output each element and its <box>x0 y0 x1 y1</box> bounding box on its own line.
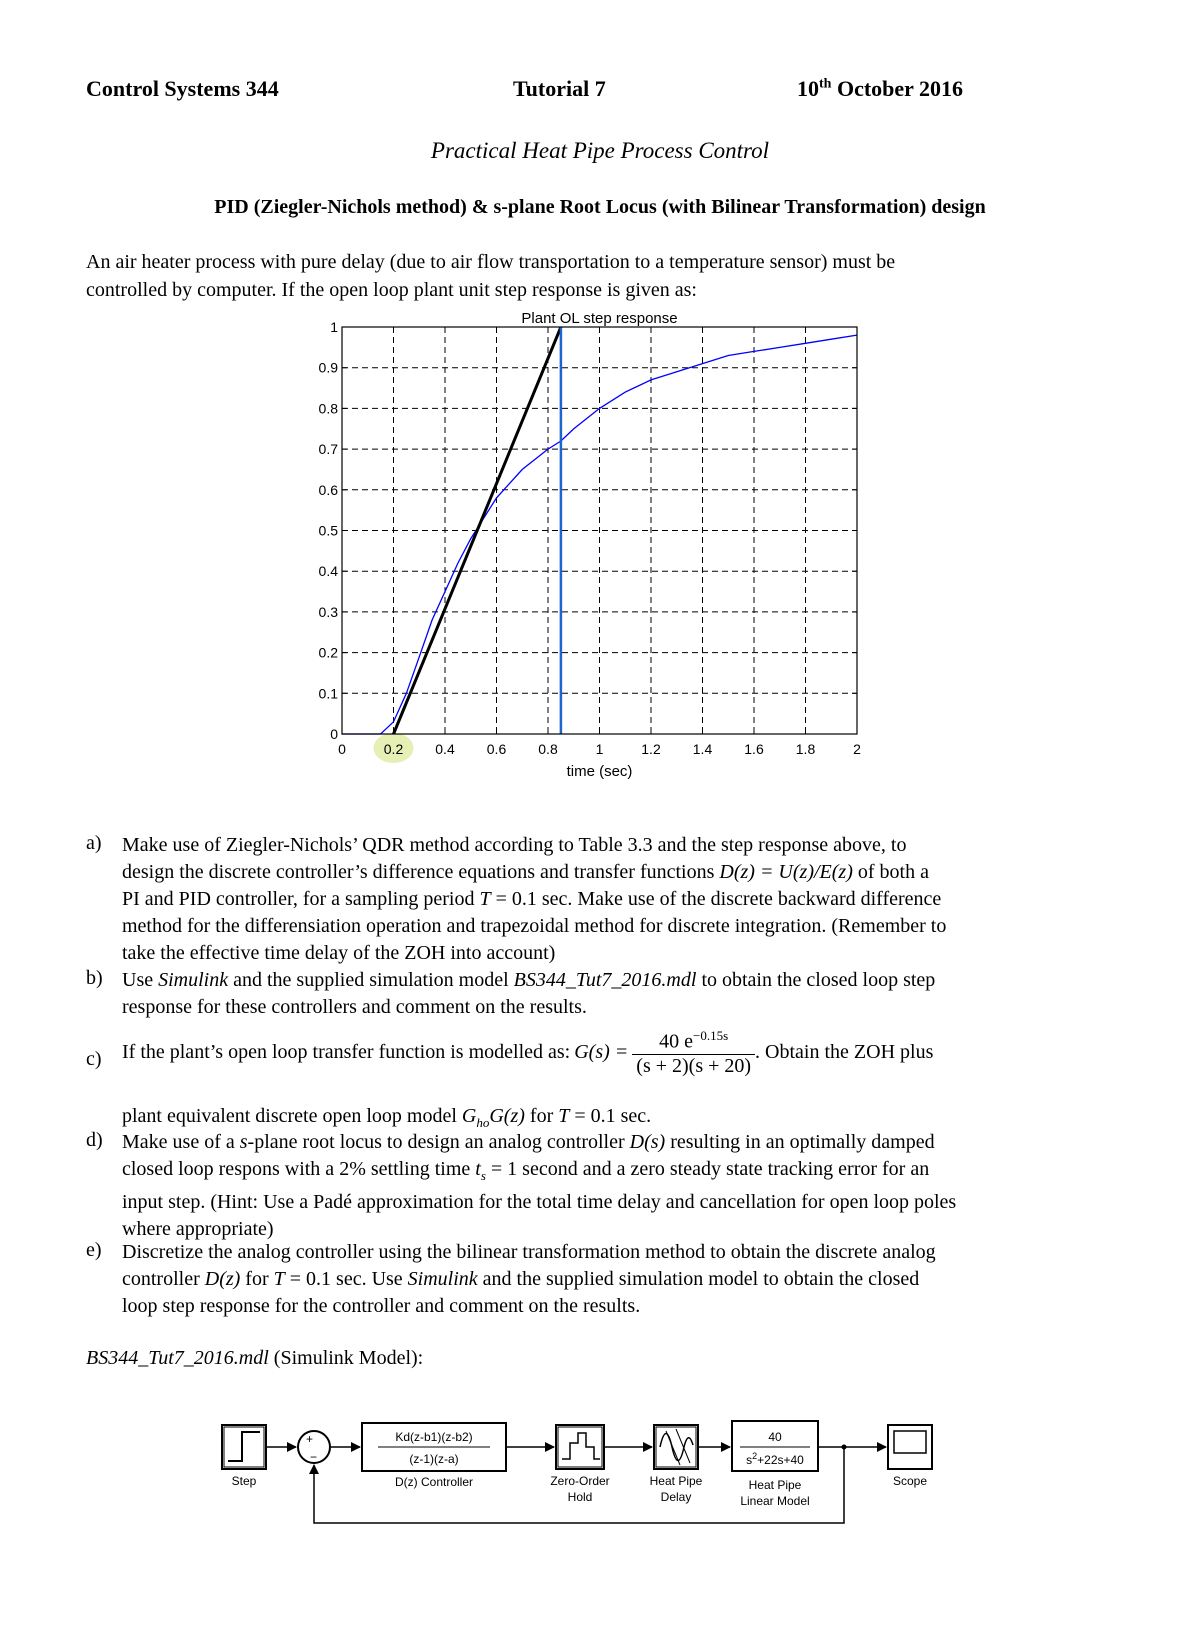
question-d-text: Make use of a s-plane root locus to design an analog controller D(s) resulting in an optimally damped closed loop respons with a 2% settling time $t_s = 1$ second and a zero steady state tracking error for an input step. (Hint: Use a Padé approximation for the total time delay and cancellation for open loop poles where appropriate) <box>122 1131 957 1240</box>
zoh-label-2: Hold <box>567 1490 593 1504</box>
tutorial-number: Tutorial 7 <box>513 76 606 101</box>
step-response-chart <box>300 310 910 810</box>
x-tick-label: 1.2 <box>641 741 661 757</box>
simulink-block-diagram <box>210 1405 1000 1535</box>
plant-block[interactable] <box>732 1421 818 1471</box>
svg-text:+: + <box>306 1432 314 1446</box>
x-tick-label: 0.8 <box>538 741 558 757</box>
y-tick-label: 0 <box>330 726 338 742</box>
delay-label-1: Heat Pipe <box>649 1474 703 1488</box>
chart-title: Plant OL step response <box>521 310 678 327</box>
controller-label: D(z) Controller <box>394 1475 474 1489</box>
plant-label-1: Heat Pipe <box>748 1478 802 1492</box>
y-tick-label: 0.5 <box>318 522 338 539</box>
zoh-block[interactable] <box>556 1425 604 1469</box>
question-b-label: b) <box>86 967 103 989</box>
controller-numerator: Kd(z-b1)(z-b2) <box>395 1430 473 1444</box>
question-c-text: If the plant’s open loop transfer function is modelled as: G(s) = $\frac{40 e^{-0.15s}}{(s + 2)(s + 20)}$ . Obtain the ZOH plus <box>122 1028 934 1077</box>
x-tick-label: 1.8 <box>795 741 816 757</box>
plant-denominator: $s^2+22s+40$ <box>746 1451 804 1467</box>
controller-denominator: (z-1)(z-a) <box>409 1452 459 1466</box>
y-tick-label: 0.2 <box>318 644 338 661</box>
scope-label: Scope <box>892 1474 928 1488</box>
x-axis-label: time (sec) <box>566 763 633 780</box>
question-c-label: c) <box>86 1048 102 1070</box>
x-tick-label: 0.6 <box>486 741 507 757</box>
question-c-text-line2: plant equivalent discrete open loop model $G_{ho}G(z)$ for T = 0.1 sec. <box>122 1105 652 1130</box>
plant-numerator: 40 <box>768 1430 782 1444</box>
y-tick-label: 0.4 <box>318 563 338 580</box>
x-tick-label: 0 <box>338 741 346 757</box>
sum-junction[interactable] <box>298 1431 330 1464</box>
tutorial-date: 10th October 2016 <box>797 76 964 101</box>
intro-paragraph: An air heater process with pure delay (due to air flow transportation to a temperature sensor) must be controlled by computer. If the open loop plant unit step response is given as: <box>86 251 896 301</box>
x-tick-label: 1.4 <box>692 741 713 757</box>
scope-block[interactable] <box>888 1425 932 1469</box>
y-tick-label: 0.3 <box>318 603 338 620</box>
question-e-label: e) <box>86 1239 102 1261</box>
question-e-text: Discretize the analog controller using the bilinear transformation method to obtain the discrete analog controller D(z) for T = 0.1 sec. Use Simulink and the supplied simulation model to obtain the closed loop step response for the controller and comment on the results. <box>122 1241 936 1317</box>
step-block[interactable] <box>222 1425 266 1469</box>
svg-text:−: − <box>310 1450 318 1464</box>
course-title: Control Systems 344 <box>86 76 279 101</box>
document-subtitle: Practical Heat Pipe Process Control <box>430 138 770 163</box>
y-tick-label: 0.9 <box>318 359 338 376</box>
y-tick-label: 1 <box>330 319 338 335</box>
y-tick-label: 0.1 <box>318 685 338 702</box>
delay-label-2: Delay <box>660 1490 692 1504</box>
x-tick-label: 2 <box>853 741 861 757</box>
question-d-label: d) <box>86 1129 103 1151</box>
y-tick-label: 0.6 <box>318 481 338 498</box>
transfer-function-lhs: G(s) = <box>574 1041 629 1064</box>
x-tick-label: 0.4 <box>435 741 455 757</box>
delay-block[interactable] <box>654 1425 698 1469</box>
zoh-label-1: Zero-Order <box>550 1474 610 1488</box>
plant-label-2: Linear Model <box>740 1494 810 1508</box>
y-tick-label: 0.7 <box>318 441 338 458</box>
step-label: Step <box>231 1474 257 1488</box>
transfer-function-fraction: $\frac{40 e^{-0.15s}}{(s + 2)(s + 20)}$ <box>632 1028 755 1078</box>
x-tick-label: 1 <box>595 741 604 757</box>
model-caption: BS344_Tut7_2016.mdl (Simulink Model): <box>86 1347 424 1369</box>
document-heading: PID (Ziegler-Nichols method) & s-plane Root Locus (with Bilinear Transformation) design <box>214 196 986 218</box>
question-a-text: Make use of Ziegler-Nichols’ QDR method according to Table 3.3 and the step response above, to design the discrete controller’s difference equations and transfer functions D(z) = U(z)/E(z) of both a PI and PID controller, for a sampling period T = 0.1 sec. Make use of the discrete backward difference method for the differensiation operation and trapezoidal method for discrete integration. (Remember to take the effective time delay of the ZOH into account) <box>122 834 947 964</box>
x-tick-label: 1.6 <box>744 741 764 757</box>
controller-block[interactable] <box>362 1423 506 1471</box>
x-tick-label: 0.2 <box>383 741 404 757</box>
y-tick-label: 0.8 <box>318 400 338 417</box>
question-b-text: Use Simulink and the supplied simulation model BS344_Tut7_2016.mdl to obtain the closed loop step response for these controllers and comment on the results. <box>122 969 936 1018</box>
question-a-label: a) <box>86 832 102 854</box>
